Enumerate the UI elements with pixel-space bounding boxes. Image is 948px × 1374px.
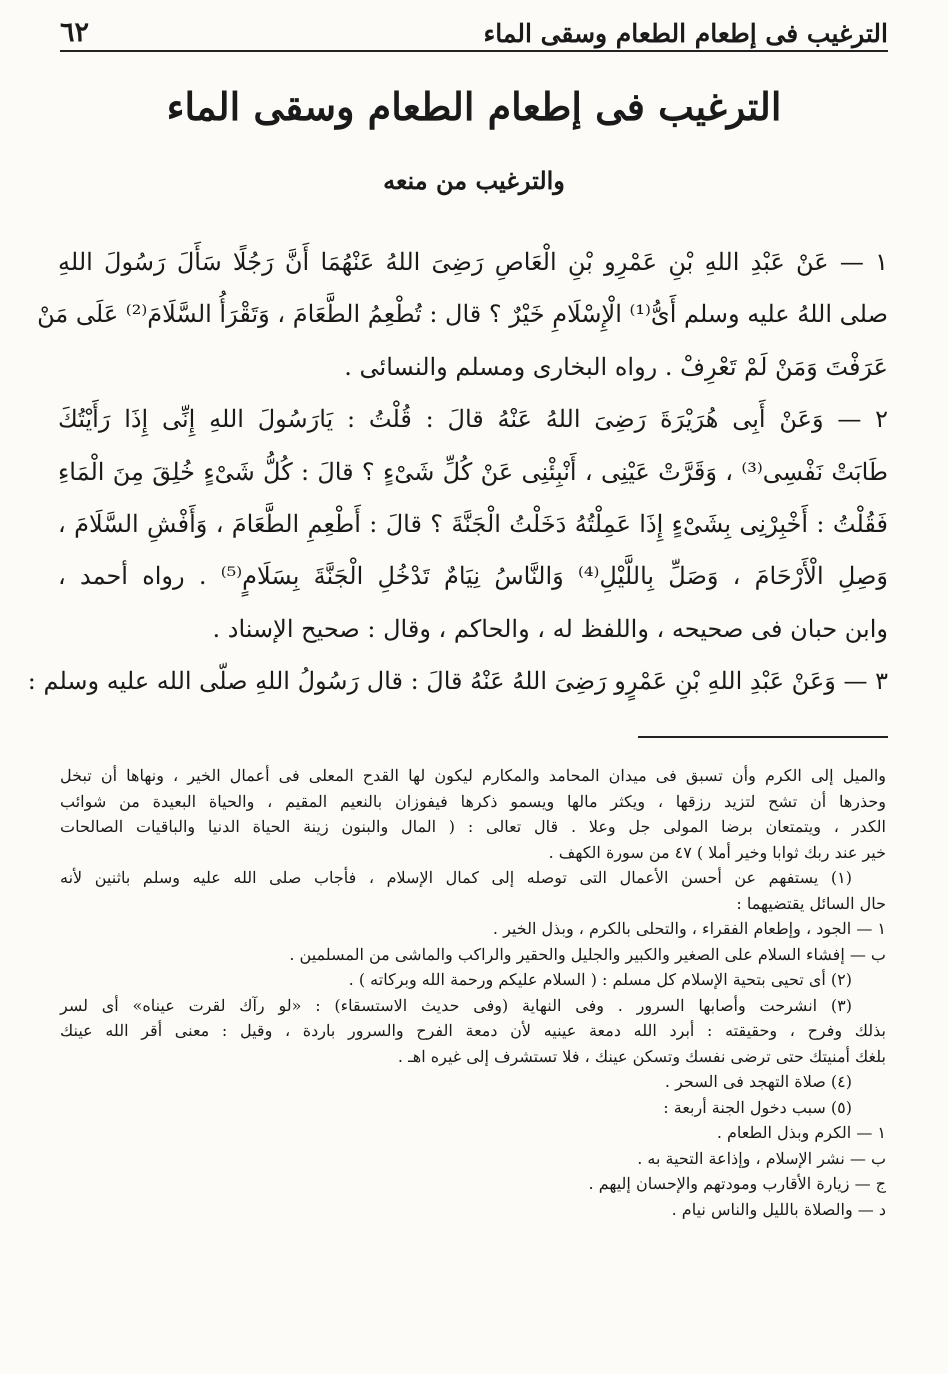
- footnote-line: ١ — الجود ، وإطعام الفقراء ، والتحلى بالكرم ، وبذل الخير .: [492, 919, 886, 938]
- footnote-separator: [638, 736, 888, 738]
- hadith-line: صلى اللهُ عليه وسلم أَىُّ⁽¹⁾ الْإِسْلَامِ خَيْرٌ ؟ قال : تُطْعِمُ الطَّعَامَ ، وَتَقْرَأُ السَّلَامَ⁽²⁾ عَلَى مَنْ: [37, 300, 888, 329]
- footnote-line: ١ — الكرم وبذل الطعام .: [716, 1123, 886, 1142]
- page-number: ٦٢: [60, 17, 90, 48]
- hadith-text: [27, 236, 888, 708]
- footnote-line: حال السائل يقتضيهما :: [736, 893, 886, 913]
- footnote-1: (١) يستفهم عن أحسن الأعمال التى توصله إلى كمال الإسلام ، فأجاب صلى الله عليه وسلم باثنين لأنه: [60, 868, 852, 887]
- hadith-line: ٢ — وَعَنْ أَبِى هُرَيْرَةَ رَضِىَ اللهُ عَنْهُ قالَ : قُلْتُ : يَارَسُولَ اللهِ إِنِّى إِذَا رَأَيْتُكَ: [58, 405, 888, 434]
- hadith-line: عَرَفْتَ وَمَنْ لَمْ تَعْرِفْ . رواه البخارى ومسلم والنسائى .: [344, 352, 888, 381]
- hadith-line: فَقُلْتُ : أَخْبِرْنِى بِشَىْءٍ إِذَا عَمِلْتُهُ دَخَلْتُ الْجَنَّةَ ؟ قالَ : أَطْعِمِ الطَّعَامَ ، وَأَفْشِ السَّلَامَ ،: [58, 509, 888, 538]
- hadith-line: وَصِلِ الْأَرْحَامَ ، وَصَلِّ بِاللَّيْلِ⁽⁴⁾ وَالنَّاسُ نِيَامٌ تَدْخُلِ الْجَنَّةَ بِسَلَامٍ⁽⁵⁾ . رواه أحمد ،: [58, 562, 888, 591]
- chapter-title: الترغيب فى إطعام الطعام وسقى الماء: [166, 84, 782, 129]
- footnote-line: د — والصلاة بالليل والناس نيام .: [671, 1199, 886, 1219]
- footnote-line: بلغك أمنيتك حتى ترضى نفسك وتسكن عينك ، فلا تستشرف إلى غيره اهـ .: [397, 1046, 886, 1066]
- footnote-5: (٥) سبب دخول الجنة أربعة :: [663, 1097, 852, 1117]
- running-head-title: الترغيب فى إطعام الطعام وسقى الماء: [483, 19, 888, 48]
- hadith-line: ١ — عَنْ عَبْدِ اللهِ بْنِ عَمْرِو بْنِ الْعَاصِ رَضِىَ اللهُ عَنْهُمَا أَنَّ رَجُلًا سَأَلَ رَسُولَ اللهِ: [58, 248, 888, 276]
- footnote-line: وحذرها أن تشح لتزيد رزقها ، ويكثر مالها ويسمو ذكرها فيفوزان بالنعيم المقيم ، والحياة البعيدة من شوائب: [60, 791, 886, 811]
- footnote-line: الكدر ، ويتمتعان برضا المولى جل وعلا . قال تعالى : ( المال والبنون زينة الحياة الدنيا والباقيات الصالحات: [60, 817, 886, 836]
- footnote-line: ج — زيارة الأقارب ومودتهم والإحسان إليهم .: [588, 1174, 886, 1193]
- footnote-line: خير عند ربك ثوابا وخير أملا ) ٤٧ من سورة الكهف .: [548, 842, 886, 862]
- hadith-line: وابن حبان فى صحيحه ، واللفظ له ، والحاكم ، وقال : صحيح الإسناد .: [212, 614, 888, 643]
- footnote-4: (٤) صلاة التهجد فى السحر .: [664, 1072, 852, 1091]
- footnote-line: بذلك وفرح ، وحقيقته : أبرد الله دمعة عينيه لأن دمعة الفرح والسرور باردة ، وقيل : معنى أقر الله عينك: [60, 1021, 886, 1040]
- footnote-line: ب — إفشاء السلام على الصغير والكبير والجليل والحقير والراكب والماشى من المسلمين .: [289, 944, 886, 964]
- hadith-line: ٣ — وَعَنْ عَبْدِ اللهِ بْنِ عَمْرٍو رَضِىَ اللهُ عَنْهُ قالَ : قال رَسُولُ اللهِ صلّى الله عليه وسلم :: [27, 667, 888, 696]
- hadith-line: طَابَتْ نَفْسِى⁽³⁾ ، وَقَرَّتْ عَيْنِى ، أَنْبِئْنِى عَنْ كُلِّ شَىْءٍ ؟ قالَ : كُلُّ شَىْءٍ خُلِقَ مِنَ الْمَاءِ: [58, 457, 888, 486]
- running-head: [60, 8, 888, 52]
- footnotes: [60, 763, 886, 1222]
- footnote-3: (٣) انشرحت وأصابها السرور . وفى النهاية (وفى حديث الاستسقاء) : «لو رآك لقرت عيناه» أى لسر: [60, 995, 852, 1015]
- footnote-line: ب — نشر الإسلام ، وإذاعة التحية به .: [637, 1148, 886, 1168]
- footnote-2: (٢) أى تحيى بتحية الإسلام كل مسلم : ( السلام عليكم ورحمة الله وبركاته ) .: [348, 970, 852, 989]
- chapter-subtitle: والترغيب من منعه: [383, 166, 565, 195]
- footnote-line: والميل إلى الكرم وأن تسبق فى ميدان المحامد والمكارم ليكون لها القدح المعلى فى أعمال الخير ، ونهاها أن تبخل: [60, 766, 886, 785]
